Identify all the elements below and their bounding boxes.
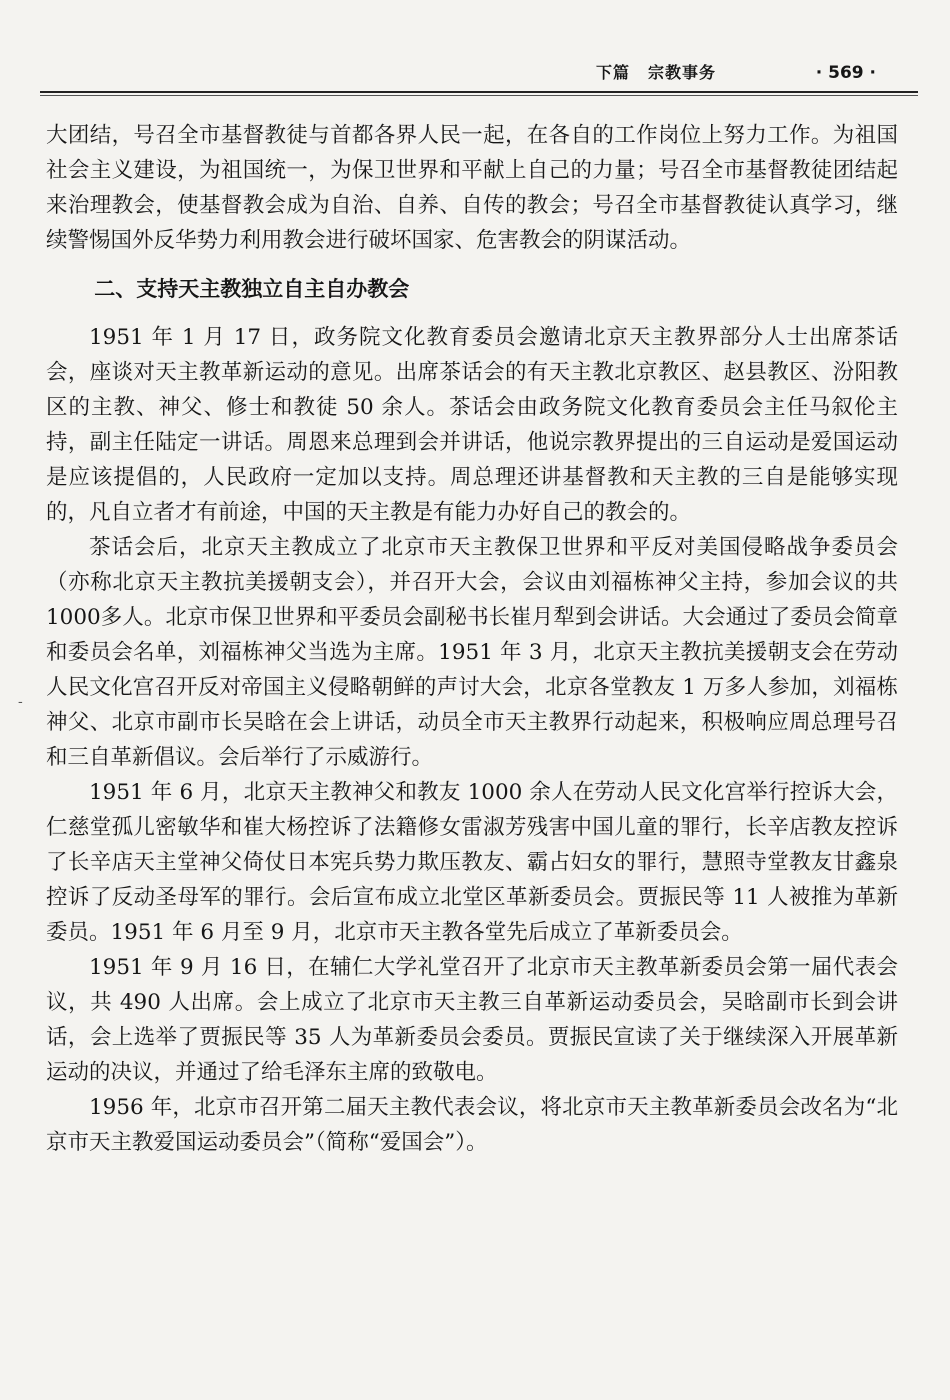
- running-header: [46, 58, 906, 88]
- page-body: [46, 118, 898, 1160]
- paragraph: 茶话会后，北京天主教成立了北京市天主教保卫世界和平反对美国侵略战争委员会（亦称北京天主教抗美援朝支会），并召开大会，会议由刘福栋神父主持，参加会议的共1000多人。北京市保卫世界和平委员会副秘书长崔月犁到会讲话。大会通过了委员会简章和委员会名单，刘福栋神父当选为主席。1951 年 3 月，北京天主教抗美援朝支会在劳动人民文化宫召开反对帝国主义侵略朝鲜的声讨大会，北京各堂教友 1 万多人参加，刘福栋神父、北京市副市长吴晗在会上讲话，动员全市天主教界行动起来，积极响应周总理号召和三自革新倡议。会后举行了示威游行。: [46, 535, 898, 770]
- header-section-title: 宗教事务: [647, 63, 716, 82]
- paragraph-continued: 大团结，号召全市基督教徒与首都各界人民一起，在各自的工作岗位上努力工作。为祖国社会主义建设，为祖国统一，为保卫世界和平献上自己的力量；号召全市基督教徒团结起来治理教会，使基督教会成为自治、自养、自传的教会；号召全市基督教徒认真学习，继续警惕国外反华势力利用教会进行破坏国家、危害教会的阴谋活动。: [46, 123, 898, 253]
- paragraph: 1956 年，北京市召开第二届天主教代表会议，将北京市天主教革新委员会改名为“北京市天主教爱国运动委员会”（简称“爱国会”）。: [46, 1095, 898, 1155]
- paragraph: 1951 年 1 月 17 日，政务院文化教育委员会邀请北京天主教界部分人士出席茶话会，座谈对天主教革新运动的意见。出席茶话会的有天主教北京教区、赵县教区、汾阳教区的主教、神父、修士和教徒 50 余人。茶话会由政务院文化教育委员会主任马叙伦主持，副主任陆定一讲话。周恩来总理到会并讲话，他说宗教界提出的三自运动是爱国运动是应该提倡的，人民政府一定加以支持。周总理还讲基督教和天主教的三自是能够实现的，凡自立者才有前途，中国的天主教是有能力办好自己的教会的。: [46, 325, 898, 525]
- header-rule-thin: [40, 95, 918, 96]
- header-section: [596, 58, 716, 88]
- section-heading: 二、支持天主教独立自主自办教会: [94, 277, 410, 301]
- header-part: 下篇: [595, 63, 630, 82]
- page-number: · 569 ·: [815, 63, 876, 83]
- paragraph: 1951 年 6 月，北京天主教神父和教友 1000 余人在劳动人民文化宫举行控诉大会，仁慈堂孤儿密敏华和崔大杨控诉了法籍修女雷淑芳残害中国儿童的罪行，长辛店教友控诉了长辛店天主堂神父倚仗日本宪兵势力欺压教友、霸占妇女的罪行，慧照寺堂教友甘鑫泉控诉了反动圣母军的罪行。会后宣布成立北堂区革新委员会。贾振民等 11 人被推为革新委员。1951 年 6 月至 9 月，北京市天主教各堂先后成立了革新委员会。: [46, 780, 898, 945]
- paragraph: 1951 年 9 月 16 日，在辅仁大学礼堂召开了北京市天主教革新委员会第一届代表会议，共 490 人出席。会上成立了北京市天主教三自革新运动委员会，吴晗副市长到会讲话，会上选举了贾振民等 35 人为革新委员会委员。贾振民宣读了关于继续深入开展革新运动的决议，并通过了给毛泽东主席的致敬电。: [46, 955, 898, 1085]
- header-rule: [40, 91, 918, 93]
- margin-mark: -: [18, 694, 23, 710]
